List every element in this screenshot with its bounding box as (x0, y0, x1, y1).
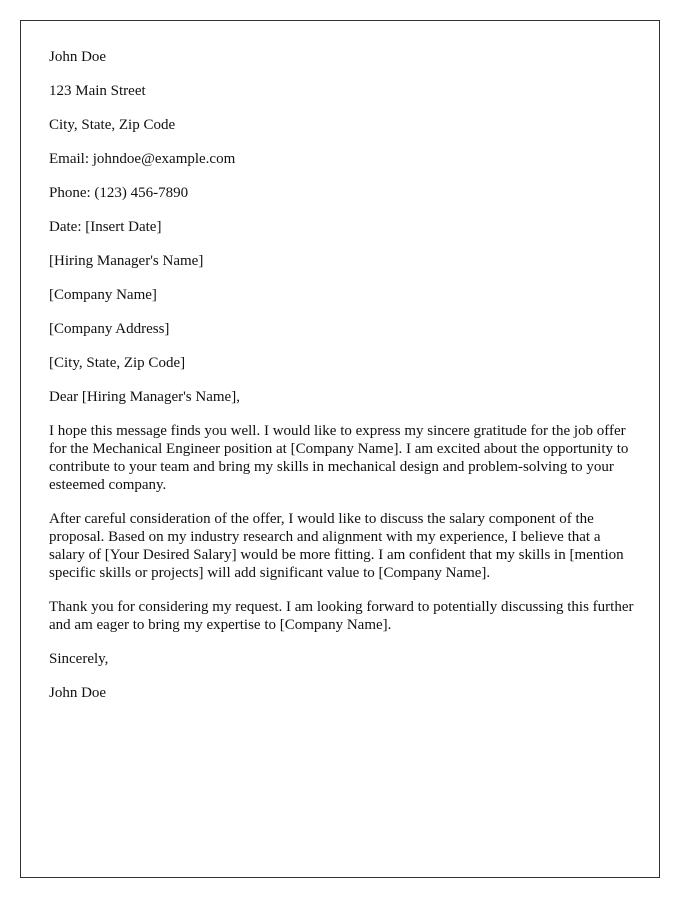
letter-page (20, 20, 660, 878)
sender-email: Email: johndoe@example.com (49, 151, 236, 167)
sender-name: John Doe (49, 49, 107, 65)
letter-content (49, 48, 637, 718)
letter-date: Date: [Insert Date] (49, 219, 162, 235)
body-paragraph-2: After careful consideration of the offer, I would like to discuss the salary component of the proposal. Based on my industry research and alignment with my experience, I believe that a salary of [Your Desired Salary] would be more fitting. I am confident that my skills in [mention specific skills or projects] will add significant value to [Company Name]. (49, 511, 624, 581)
signature: John Doe (49, 685, 107, 701)
salutation: Dear [Hiring Manager's Name], (49, 389, 240, 405)
sender-city-line: City, State, Zip Code (49, 117, 176, 133)
recipient-company: [Company Name] (49, 287, 157, 303)
recipient-name: [Hiring Manager's Name] (49, 253, 204, 269)
body-paragraph-1: I hope this message finds you well. I would like to express my sincere gratitude for the job offer for the Mechanical Engineer position at [Company Name]. I am excited about the opportunity to contribute to your team and bring my skills in mechanical design and problem-solving to your esteemed company. (49, 423, 629, 493)
closing: Sincerely, (49, 651, 109, 667)
body-paragraph-3: Thank you for considering my request. I am looking forward to potentially discussing this further and am eager to bring my expertise to [Company Name]. (49, 599, 634, 633)
sender-phone: Phone: (123) 456-7890 (49, 185, 189, 201)
sender-street: 123 Main Street (49, 83, 146, 99)
recipient-address: [Company Address] (49, 321, 170, 337)
recipient-city-line: [City, State, Zip Code] (49, 355, 186, 371)
